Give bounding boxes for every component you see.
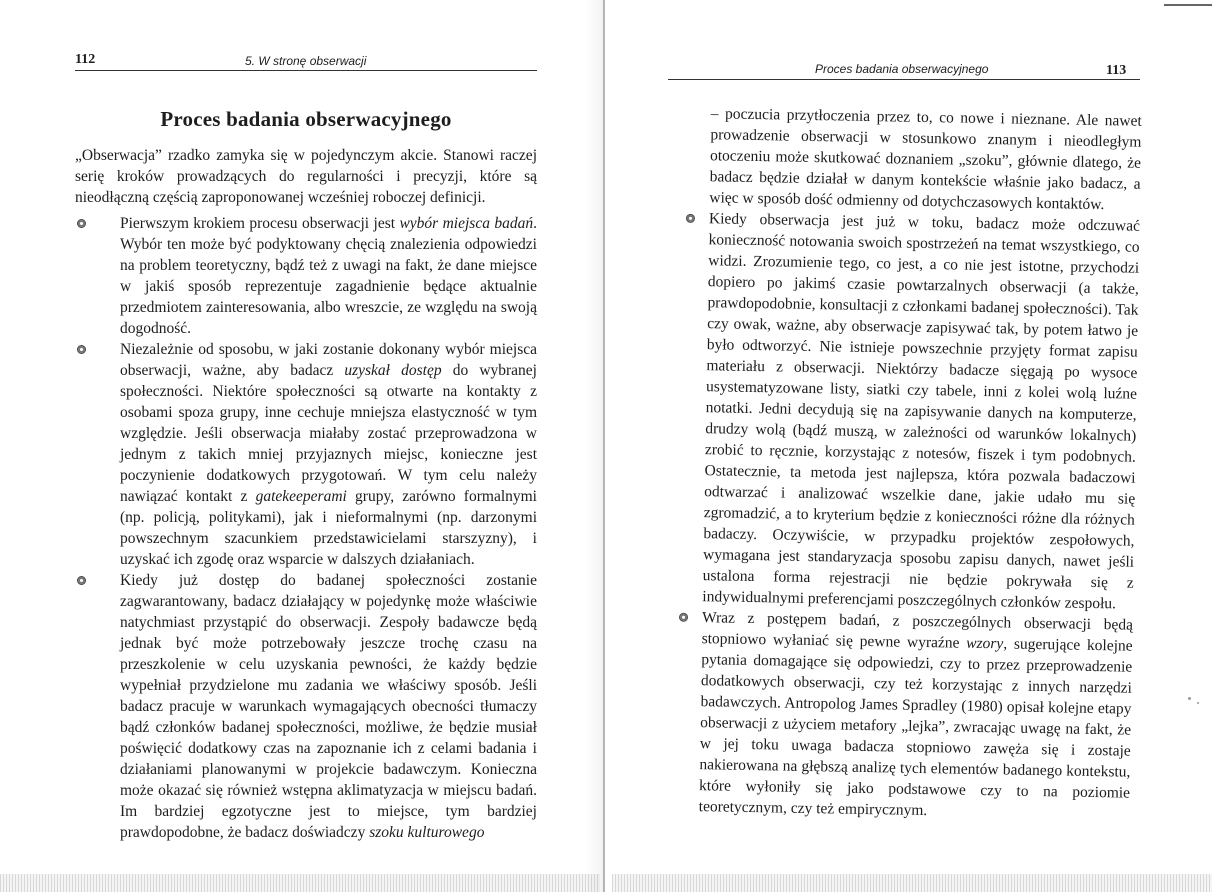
page-number-right: 113 xyxy=(1106,63,1127,78)
bullet-text: Niezależnie od sposobu, w jaki zostanie dokonany wybór miejsca obserwacji, ważne, aby badacz xyxy=(120,341,537,379)
header-rule-left xyxy=(75,70,537,71)
bullet-text: grupy, zarówno formalnymi (np. policją, politykami), jak i nieformalnymi (np. darzonymi powszechnym szacunkiem przedstawicielami starszyzny), i uzyskać ich zgodę oraz wsparcie w dalszych działaniach. xyxy=(120,488,537,568)
emphasis-text: uzyskał dostęp xyxy=(344,362,442,379)
right-page-text xyxy=(687,103,1142,825)
running-head-right: Proces badania obserwacyjnego xyxy=(815,62,989,76)
bullet-text: Kiedy już dostęp do badanej społeczności zostanie zagwarantowany, badacz działający w pojedynkę może właściwie natychmiast przystąpić do obserwacji. Zespoły badawcze będą jednak być może potrzebowały jeszcze trochę czasu na przeszkolenie w celu uzyskania pewności, że każdy będzie wypełniał przydzielone mu zadania we właściwy sposób. Jeśli badacz pracuje w warunkach wymagających obecności tłumaczy bądź członków badanej społeczności, możliwe, że będzie musiał poświęcić dodatkowy czas na zapoznanie ich z celami badania i działaniami planowanymi w projekcie badawczym. Koniecznа może okazać się również wstępna aklimatyzacja w miejscu badań. Im bardziej egzotyczne jest to miejsce, tym bardziej prawdopodobne, że badacz doświadczy xyxy=(120,572,537,841)
bullet-text: Wraz z postępem badań, z poszczególnych obserwacji będą stopniowo wyłaniać się pewne wyraźne xyxy=(701,609,1134,652)
bullet-icon xyxy=(77,576,86,585)
scan-corner-mark xyxy=(1164,4,1212,6)
page-number-left: 112 xyxy=(75,52,96,67)
scan-speck xyxy=(1188,697,1191,700)
section-title: Proces badania obserwacyjnego xyxy=(160,107,452,132)
bullet-icon xyxy=(77,345,86,354)
bullet-icon xyxy=(77,219,86,228)
page-edge-right xyxy=(612,874,1212,892)
header-rule-right xyxy=(668,79,1140,80)
intro-paragraph: „Obserwacja” rzadko zamyka się w pojedynczym akcie. Stanowi raczej serię kroków prowadzących do regularności i precyzji, które są nieodłączną częścią zaproponowanej wcześniej roboczej definicji. xyxy=(75,147,537,206)
bullet-text: do wybranej społeczności. Niektóre społeczności są otwarte na kontakty z osobami spoza grupy, inne cechuje mniejsza elastyczność w tym względzie. Jeśli obserwacja miałaby zostać przeprowadzona w jednym z takich mniej przyjaznych miejsc, konieczne jest poczynienie dodatkowych przygotowań. W tym celu należy nawiązać kontakt z xyxy=(120,362,537,505)
bullet-list-left xyxy=(75,213,537,843)
running-head-left: 5. W stronę obserwacji xyxy=(245,54,367,68)
scan-speck xyxy=(1197,702,1199,704)
bullet-icon xyxy=(686,214,695,223)
continuation-paragraph: – poczucia przytłoczenia przez to, co nowe i nieznane. Ale nawet prowadzenie obserwacji w stosunkowo znanym i nieodległym otoczeniu może skutkować doznaniem „szoku”, głównie dlatego, że badacz będzie działał w danym kontekście właśnie jako badacz, a więc w sposób dość odmienny od dotychczasowych kontaktów. xyxy=(709,105,1142,214)
bullet-item xyxy=(687,607,1134,825)
gutter-shadow xyxy=(585,0,605,892)
bullet-text: , sugerujące kolejne pytania domagające się odpowiedzi, czy to przez przeprowadzenie dodatkowych obserwacji, czy też korzystając z innych narzędzi badawczych. Antropolog James Spradley (1980) opisał kolejne etapy obserwacji z użyciem metafory „lejka”, zwracając uwagę na fakt, że w jej toku uwaga badacza stopniowo zawęża się i zostaje nakierowana na głębszą analizę tych elementów badanego kontekstu, które wyłoniły się jako podstawowe czy to na poziomie teoretycznym, czy też empirycznym. xyxy=(698,635,1133,820)
bullet-text: Kiedy obserwacja jest już w toku, badacz może odczuwać konieczność notowania swoich spostrzeżeń na temat wszystkiego, co widzi. Zrozumienie tego, co jest, a co nie jest istotne, przychodzi dopiero po jakimś czasie powtarzalnych obserwacji (a także, prawdopodobnie, konsultacji z członkami badanej społeczności). Tak czy owak, ważne, aby obserwacje zapisywać tak, by potem łatwo je było odtworzyć. Nie istnieje powszechnie przyjęty format zapisu materiału z obserwacji. Niektórzy badacze sięgają po wysoce usystematyzowane listy, siatki czy tabele, inni z kolei wolą luźne notatki. Jedni decydują się na zapisywanie danych na komputerze, drudzy wolą (bądź muszą, w zależności od warunków lokalnych) zrobić to ręcznie, korzystając z notesów, fiszek i tym podobnych. Ostatecznie, ta metoda jest najlepsza, która pozwala badaczowi odtwarzać i analizować wszelkie dane, jakie udało mu się zgromadzić, a to kryterium będzie z konieczności różne dla różnych badaczy. Oczywiście, w przypadku projektów zespołowych, wymagana jest standaryzacja sposobu zapisu danych, nawet jeśli ustalona forma rejestracji nie będzie pokrywała się z indywidualnymi preferencjami poszczególnych członków zespołu. xyxy=(702,210,1141,613)
bullet-item xyxy=(75,570,537,843)
bullet-text: . Wybór ten może być podyktowany chęcią znalezienia odpowiedzi na problem teoretyczny, bądź też z uwagi na fakt, że dane miejsce w jakiś sposób reprezentuje zagadnienie będące aktualnie przedmiotem zainteresowania, albo wreszcie, ze względu na swoją dogodność. xyxy=(120,215,537,337)
emphasis-text: szoku kulturowego xyxy=(369,824,485,841)
page-edge-left xyxy=(0,874,600,892)
bullet-item xyxy=(75,213,537,339)
emphasis-text: gatekeeperami xyxy=(255,488,347,505)
book-gutter xyxy=(603,0,605,892)
emphasis-text: wzory xyxy=(966,634,1004,653)
bullet-text: Pierwszym krokiem procesu obserwacji jest xyxy=(120,215,400,232)
emphasis-text: wybór miejsca badań xyxy=(399,215,534,232)
bullet-item xyxy=(690,208,1140,615)
bullet-item xyxy=(75,339,537,570)
bullet-icon xyxy=(679,613,688,622)
